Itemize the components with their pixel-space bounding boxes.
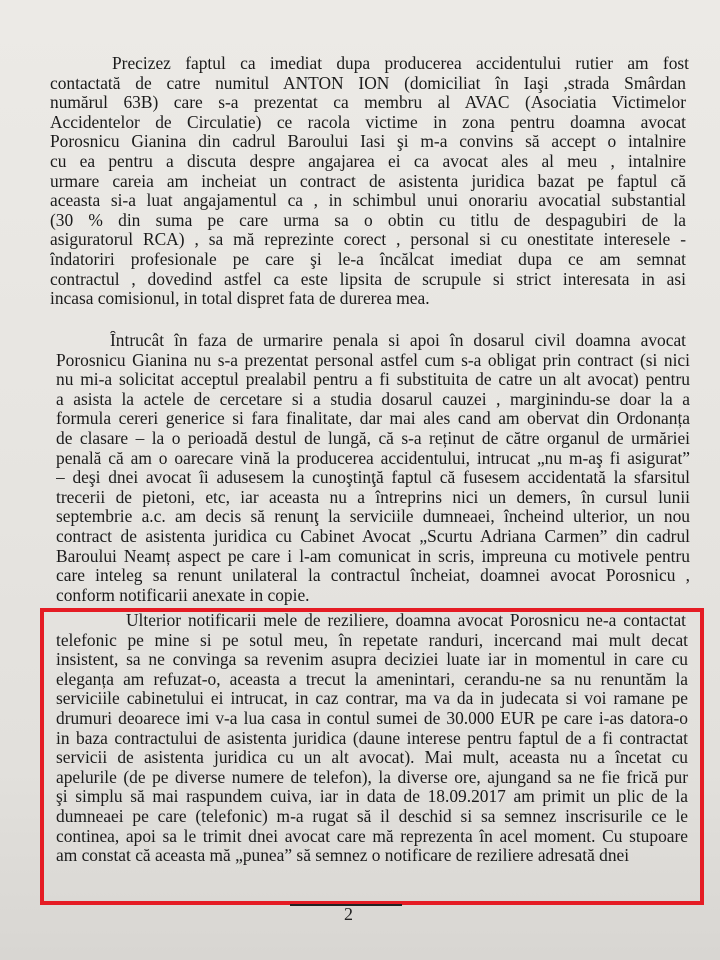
text-line: numărul 63B) care s-a prezentat ca membru al AVAC (Asociatia Victimelor xyxy=(50,93,686,113)
text-line: in baza contractului de asistenta juridica (daune interese pentru faptul de a fi contractat xyxy=(56,728,688,748)
text-line: Accidentelor de Circulatie) ce racola victime in zona pentru doamna avocat xyxy=(50,112,686,132)
text-line: Porosnicu Gianina din cadrul Baroului Iasi şi m-a convins să accept o intalnire xyxy=(50,132,686,152)
text-line: aceasta si-a luat angajamentul ca , in schimbul unui onorariu avocatial substantial xyxy=(50,191,686,211)
text-line: formula cereri generice si fara finalitate, dar mai ales cand am obervat din Ordonanța xyxy=(56,409,690,429)
text-line: Baroului Neamț aspect pe care i l-am comunicat in scris, impreuna cu motivele pentru xyxy=(56,546,690,566)
text-line: dumneaei pe care (telefonic) m-a rugat să il deschid si sa semnez inscrisurile ce le xyxy=(56,806,688,826)
text-line: cu ea pentru a discuta despre angajarea ei ca avocat ales al meu , intalnire xyxy=(50,151,686,171)
text-line: penală că am o oarecare vină la producerea accidentului, intrucat „nu m-aş fi asigurat” xyxy=(56,448,690,468)
text-line: continea, apoi sa le trimit dnei avocat care mă reprezenta în acel moment. Cu stupoare xyxy=(56,826,688,846)
text-line: insistent, sa ne convinga sa revenim asupra deciziei luate iar in momentul in care cu xyxy=(56,650,688,670)
text-line: apelurile (de pe diverse numere de telefon), la diverse ore, ajungand sa ne fie frică pur xyxy=(56,767,688,787)
paragraph-2 xyxy=(0,331,720,605)
text-line: septembrie a.c. am decis să renunţ la serviciile dumneaei, încheind ulterior, un nou xyxy=(56,507,690,527)
text-line: servicii de asistenta juridica cu un alt avocat). Mai mult, aceasta nu a încetat cu xyxy=(56,748,688,768)
text-line: contactată de catre numitul ANTON ION (domiciliat în Iaşi ,strada Smârdan xyxy=(50,73,686,93)
text-line: contract de asistenta juridica cu Cabinet Avocat „Scurtu Adriana Carmen” din cadrul xyxy=(56,526,690,546)
text-line: Precizez faptul ca imediat dupa producerea accidentului rutier am fost xyxy=(112,54,689,73)
text-line: urmare careia am incheiat un contract de asistenta juridica bazat pe faptul că xyxy=(50,171,686,191)
text-line: eleganța am refuzat-o, aceasta a trecut la amenintari, cerandu-ne sa nu renuntăm la xyxy=(56,669,688,689)
text-line: serviciile cabinetului ei intrucat, in caz contrar, ma va da in judecata si voi ramane pe xyxy=(56,689,688,709)
text-line: incasa comisionul, in total dispret fata de durerea mea. xyxy=(50,289,430,309)
page-number: 2 xyxy=(344,904,353,924)
text-line: asiguratorul RCA) , sa mă reprezinte corect , personal si cu onestitate interesele - xyxy=(50,230,686,250)
text-line: nu mi-a solicitat acceptul prealabil pentru a fi substituita de catre un alt avocat) pentru xyxy=(56,370,690,390)
paragraph-1 xyxy=(0,54,720,309)
text-line: de clasare – la o perioadă destul de lungă, că s-a reținut de către organul de urmăriei xyxy=(56,428,690,448)
text-line: trecerii de pietoni, etc, iar aceasta nu a întreprins nici un demers, în cursul lunii xyxy=(56,487,690,507)
text-line: conform notificarii anexate in copie. xyxy=(56,585,310,605)
text-line: Porosnicu Gianina nu s-a prezentat personal astfel cum s-a obligat prin contract (si nici xyxy=(56,350,690,370)
text-line: contractul , dovedind astfel ca este lipsita de scrupule si strict interesata in asi xyxy=(50,269,686,289)
text-line: a asista la actele de cercetare si a studia dosarul cauzei , marginindu-se doar la a xyxy=(56,389,690,409)
text-line: care inteleg sa renunt unilateral la contractul încheiat, doamnei avocat Porosnicu , xyxy=(56,566,690,586)
red-highlight-box xyxy=(40,608,704,905)
text-line: Ulterior notificarii mele de reziliere, doamna avocat Porosnicu ne-a contactat xyxy=(126,611,686,630)
text-line: – deşi dnei avocat îi adusesem la cunoştinţă faptul că fusesem accidentată la sfarsitul xyxy=(56,468,690,488)
text-line: şi simplu să mai raspundem cuiva, iar in data de 18.09.2017 am primit un plic de la xyxy=(56,787,688,807)
text-line: (30 % din suma pe care urma sa o obtin cu titlu de despagubiri de la xyxy=(50,210,686,230)
text-line: telefonic pe mine si pe sotul meu, în repetate randuri, incercand mai mult decat xyxy=(56,630,688,650)
text-line: drumuri deoarece imi v-a lua casa in contul sumei de 30.000 EUR pe care i-as datora-o xyxy=(56,708,688,728)
text-line: Întrucât în faza de urmarire penala si apoi în dosarul civil doamna avocat xyxy=(110,331,686,350)
text-line: am constat că aceasta mă „punea” să semnez o notificare de reziliere adresată dnei xyxy=(56,846,630,866)
text-line: îndatoriri profesionale pe care şi le-a încălcat imediat dupa ce am semnat xyxy=(50,249,686,269)
